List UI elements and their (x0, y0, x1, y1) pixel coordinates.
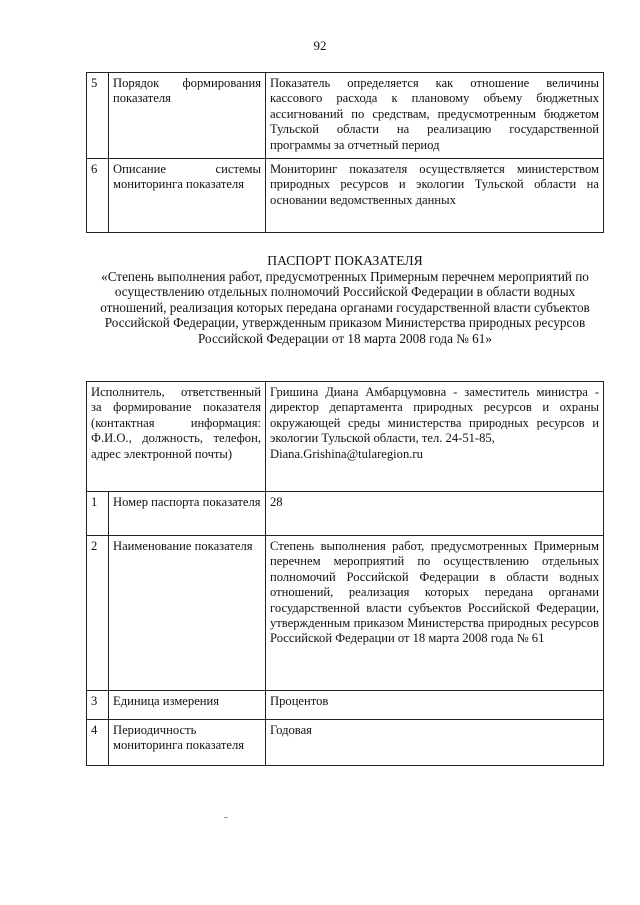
row-number: 2 (87, 536, 109, 691)
table-row-responsible (87, 382, 604, 492)
indicator-table-continued (86, 72, 604, 233)
table-row (87, 159, 604, 233)
row-number: 4 (87, 720, 109, 766)
table-row (87, 691, 604, 720)
indicator-passport-table (86, 381, 604, 766)
row-label: Единица измерения (109, 691, 266, 720)
row-number: 3 (87, 691, 109, 720)
row-value: Годовая (266, 720, 604, 766)
row-label: Номер паспорта показателя (109, 492, 266, 536)
passport-heading (86, 253, 604, 347)
row-value: Мониторинг показателя осуществляется министерством природных ресурсов и экологии Тульской области на основании ведомственных данных (266, 159, 604, 233)
table-row (87, 492, 604, 536)
row-number: 5 (87, 73, 109, 159)
table-row (87, 536, 604, 691)
row-number: 1 (87, 492, 109, 536)
responsible-email: Diana.Grishina@tularegion.ru (270, 446, 423, 461)
row-value: 28 (266, 492, 604, 536)
passport-title: ПАСПОРТ ПОКАЗАТЕЛЯ (267, 253, 423, 268)
scan-mark (224, 817, 228, 818)
row-value: Процентов (266, 691, 604, 720)
table-row (87, 73, 604, 159)
table-row (87, 720, 604, 766)
row-label: Порядок формирования показателя (109, 73, 266, 159)
responsible-contact: Гришина Диана Амбарцумовна - заместитель министра - директор департамента природных ресурсов и охраны окружающей среды министерства природных ресурсов и экологии Тульской области, тел. 24-51-85, (270, 385, 599, 446)
row-value: Показатель определяется как отношение величины кассового расхода к плановому объему бюджетных ассигнований по средствам, предусмотренным бюджетом Тульской области на реализацию государственной программы за отчетный период (266, 73, 604, 159)
row-label: Периодичность мониторинга показателя (109, 720, 266, 766)
row-label: Описание системы мониторинга показателя (109, 159, 266, 233)
responsible-value (266, 382, 604, 492)
passport-subtitle: «Степень выполнения работ, предусмотренных Примерным перечнем мероприятий по осуществлению отдельных полномочий Российской Федерации в области водных отношений, реализация которых передана органами государственной власти субъектов Российской Федерации, утвержденным приказом Министерства природных ресурсов Российской Федерации от 18 марта 2008 года № 61» (100, 268, 590, 346)
row-value: Степень выполнения работ, предусмотренных Примерным перечнем мероприятий по осуществлению отдельных полномочий Российской Федерации в области водных отношений, реализация которых передана органами государственной власти субъектов Российской Федерации, утвержденным приказом Министерства природных ресурсов Российской Федерации от 18 марта 2008 года № 61 (266, 536, 604, 691)
responsible-label: Исполнитель, ответственный за формирование показателя (контактная информация: Ф.И.О., должность, телефон, адрес электронной почты) (87, 382, 266, 492)
row-number: 6 (87, 159, 109, 233)
row-label: Наименование показателя (109, 536, 266, 691)
page-number: 92 (313, 38, 327, 53)
